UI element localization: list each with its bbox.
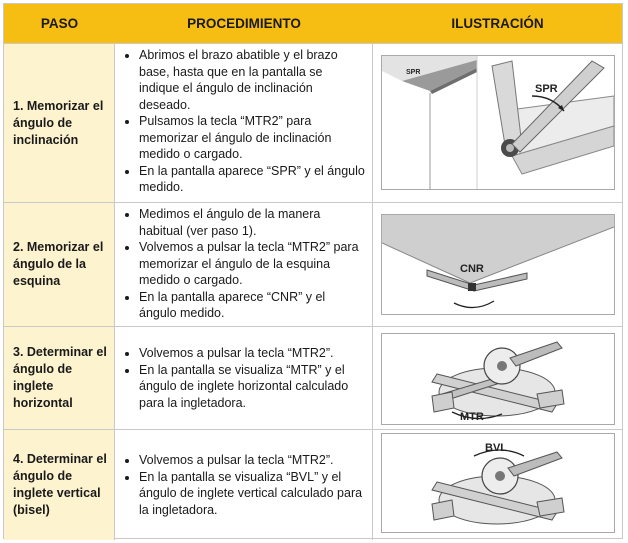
procedure-item: • Volvemos a pulsar la tecla “MTR2” para memorizar el ángulo de la esquina medido o cargado. — [139, 239, 366, 289]
cnr-label: CNR — [460, 263, 484, 275]
miter-saw-drawing — [382, 334, 614, 424]
procedure-list — [115, 206, 372, 322]
illustration-cell — [373, 430, 622, 540]
inclination-illustration — [381, 55, 615, 190]
corner-illustration — [381, 214, 615, 315]
step-label: 4. Determinar el ángulo de inglete vertical (bisel) — [4, 430, 115, 540]
bevel-saw-drawing — [382, 434, 614, 532]
header-procedure: PROCEDIMIENTO — [187, 16, 301, 31]
procedure-table — [3, 3, 623, 539]
header-illustration: ILUSTRACIÓN — [451, 16, 544, 31]
procedure-list — [115, 47, 372, 196]
miter-illustration — [381, 333, 615, 425]
procedure-list — [115, 452, 372, 518]
spr-small-label: SPR — [406, 69, 421, 76]
procedure-list — [115, 345, 372, 411]
step-label: 2. Memorizar el ángulo de la esquina — [4, 203, 115, 326]
illustration-cell — [373, 203, 622, 326]
step-label: 3. Determinar el ángulo de inglete horizontal — [4, 327, 115, 429]
procedure-item: • Volvemos a pulsar la tecla “MTR2”. — [139, 345, 366, 362]
bvl-label: BVL — [485, 442, 507, 454]
procedure-cell — [115, 203, 373, 326]
procedure-item: • En la pantalla aparece “CNR” y el ángulo medido. — [139, 289, 366, 322]
procedure-item: • Abrimos el brazo abatible y el brazo base, hasta que en la pantalla se indique el ángulo de inclinación deseado. — [139, 47, 366, 113]
table-row-3 — [4, 327, 622, 430]
procedure-cell — [115, 327, 373, 429]
table-header — [4, 4, 622, 44]
procedure-cell — [115, 430, 373, 540]
procedure-item: • Volvemos a pulsar la tecla “MTR2”. — [139, 452, 366, 469]
bevel-illustration — [381, 433, 615, 533]
table-row-2 — [4, 203, 622, 327]
table-row-1 — [4, 44, 622, 203]
step-label: 1. Memorizar el ángulo de inclinación — [4, 44, 115, 202]
header-step: PASO — [40, 16, 79, 31]
procedure-cell — [115, 44, 373, 202]
mtr-label: MTR — [460, 411, 484, 423]
corner-angle-drawing — [382, 215, 614, 314]
angle-meter-inclination-drawing — [382, 56, 614, 189]
spr-label: SPR — [535, 83, 558, 95]
illustration-cell — [373, 44, 622, 202]
procedure-item: • Pulsamos la tecla “MTR2” para memorizar el ángulo de inclinación medido o cargado. — [139, 113, 366, 163]
procedure-item: • Medimos el ángulo de la manera habitual (ver paso 1). — [139, 206, 366, 239]
table-row-4 — [4, 430, 622, 540]
procedure-item: • En la pantalla se visualiza “BVL” y el ángulo de inglete vertical calculado para la ingletadora. — [139, 469, 366, 519]
illustration-cell — [373, 327, 622, 429]
procedure-item: • En la pantalla se visualiza “MTR” y el ángulo de inglete horizontal calculado para la ingletadora. — [139, 362, 366, 412]
procedure-item: • En la pantalla aparece “SPR” y el ángulo medido. — [139, 163, 366, 196]
